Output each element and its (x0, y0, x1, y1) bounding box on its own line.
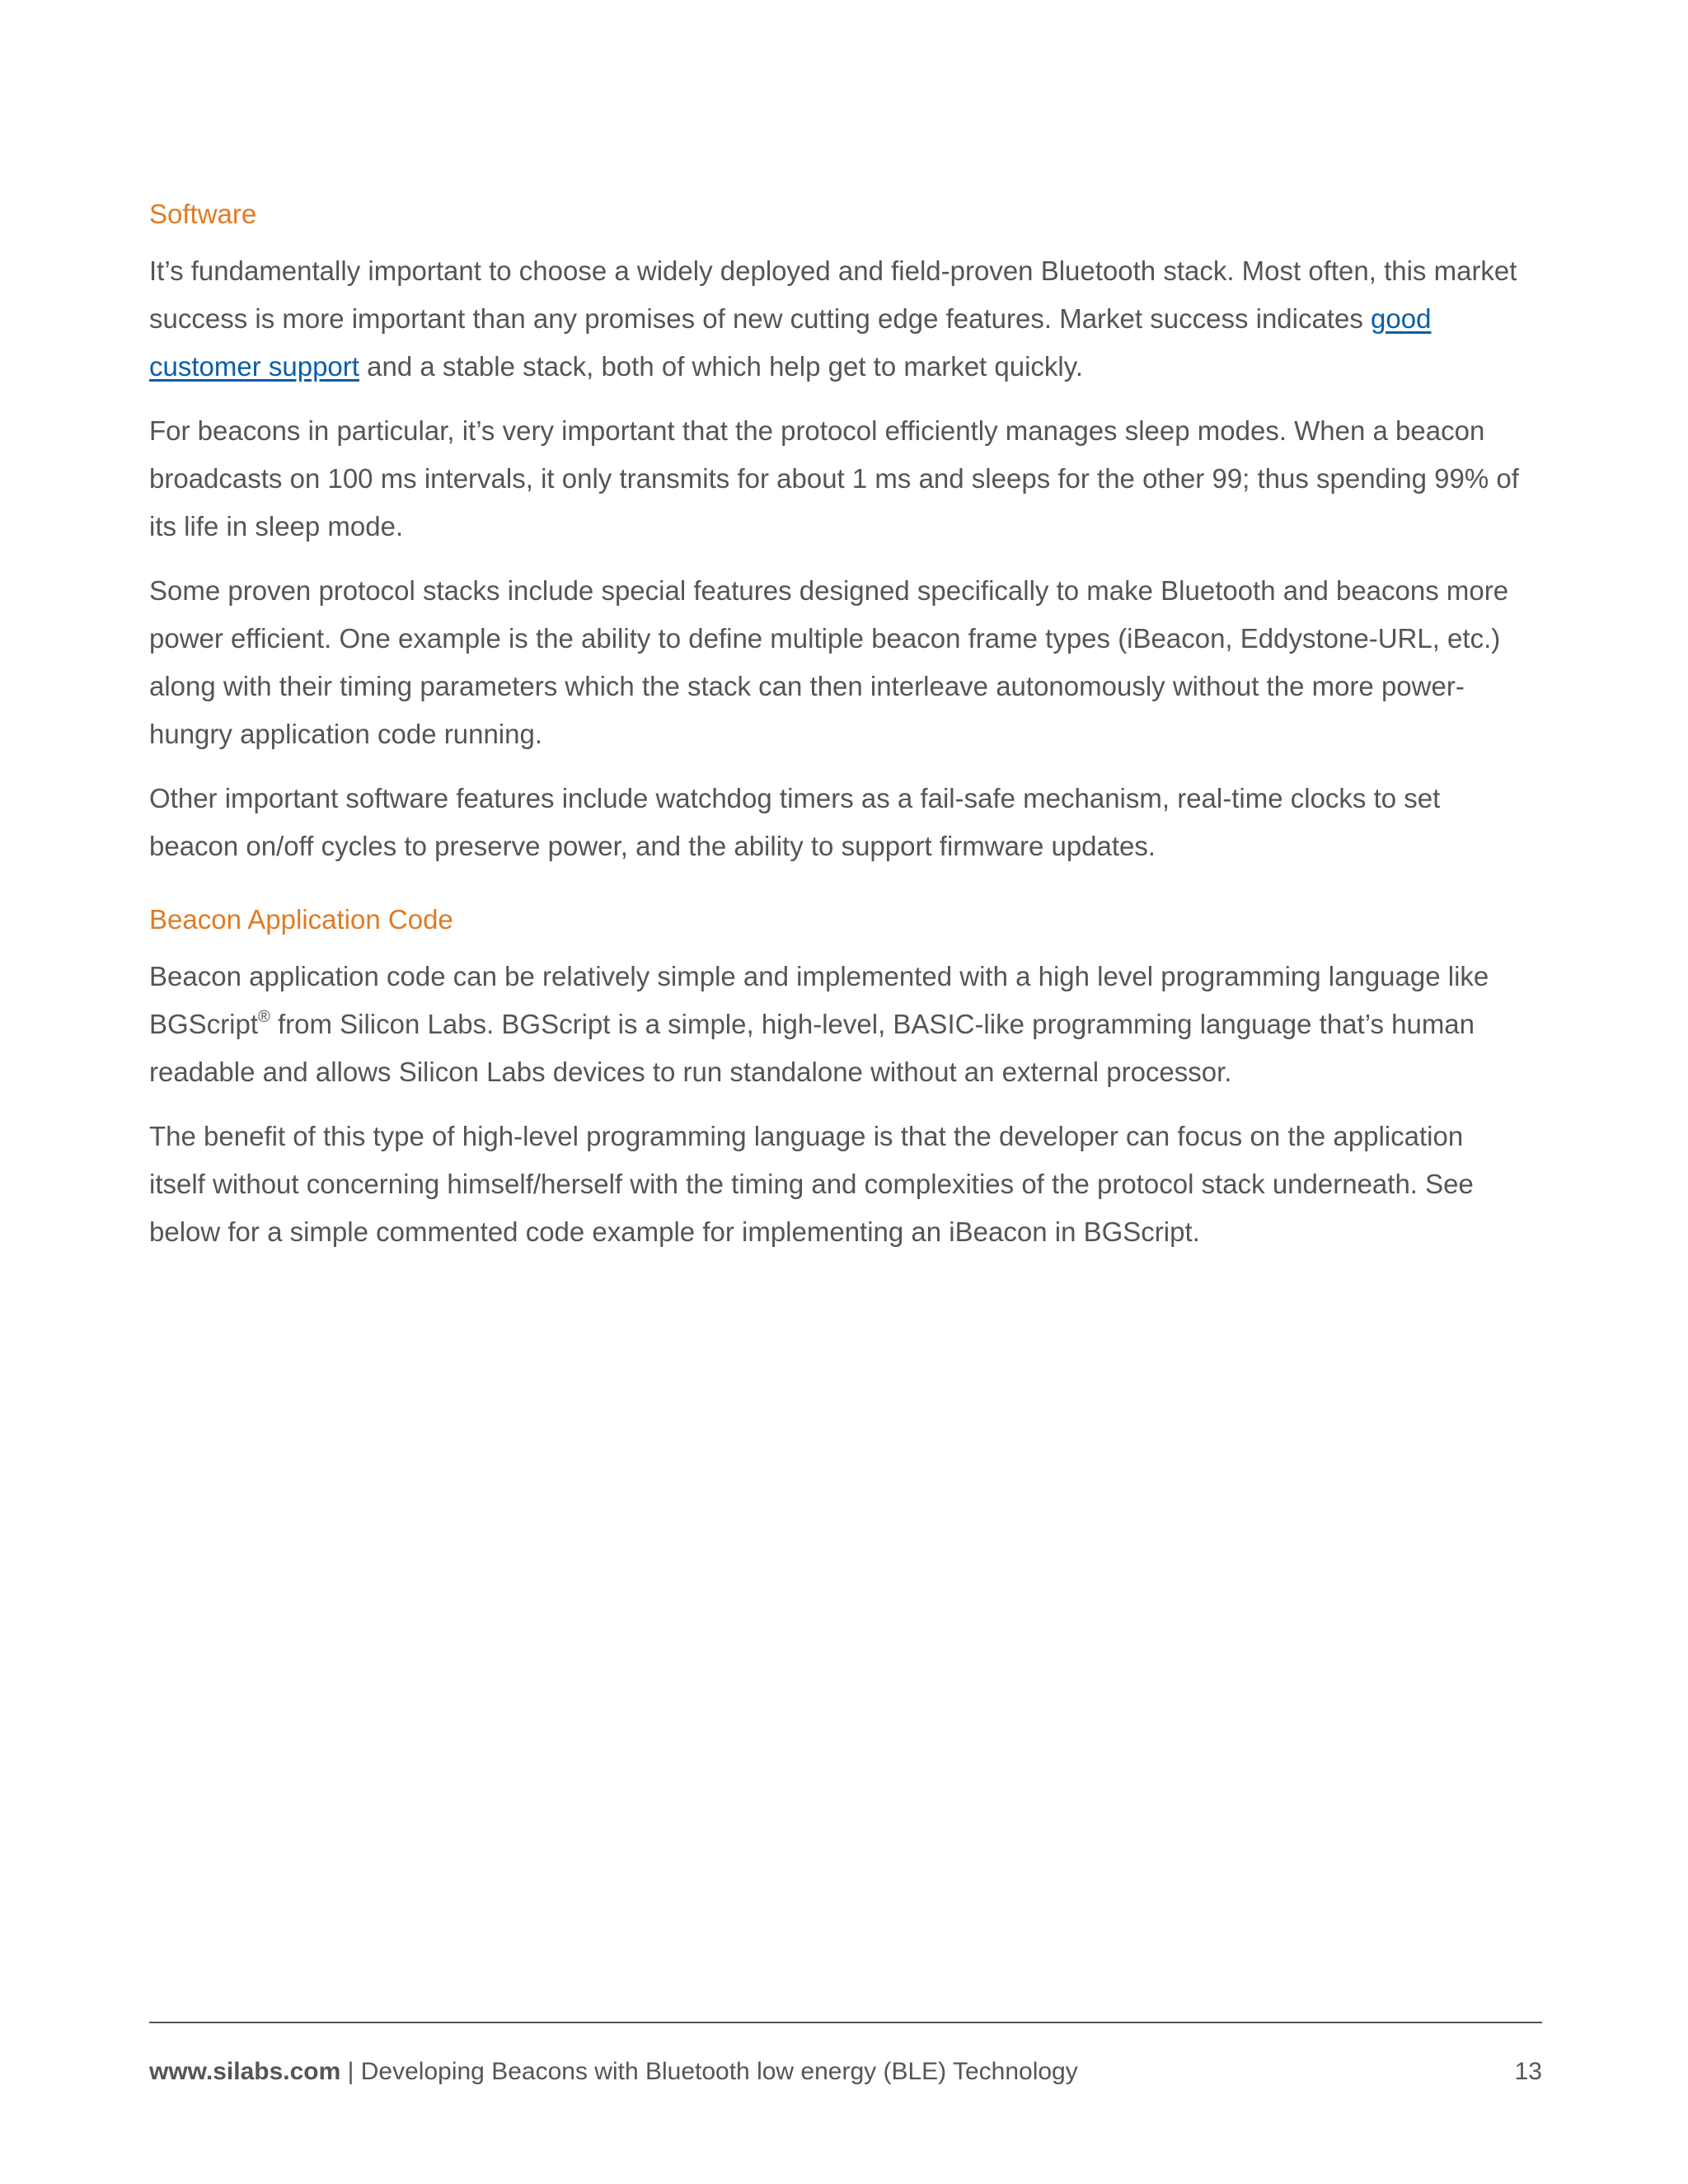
customer-support-link[interactable]: good (1371, 303, 1432, 334)
text-span: and a stable stack, both of which help get to market quickly. (359, 351, 1083, 382)
text-line: Other important software features include watchdog timers as a fail-safe mechanism, real-time clocks to set (149, 783, 1441, 813)
text-line: hungry application code running. (149, 719, 543, 749)
text-line: The benefit of this type of high-level programming language is that the developer can focus on the application (149, 1121, 1464, 1151)
section-beacon-application-code (149, 953, 1550, 1272)
section-heading-software: Software (149, 199, 257, 229)
text-line: broadcasts on 100 ms intervals, it only transmits for about 1 ms and sleeps for the other 99; thus spending 99% of (149, 463, 1519, 494)
paragraph-bgscript-intro (149, 953, 1550, 1096)
text-line (149, 295, 1550, 343)
section-software (149, 247, 1550, 887)
page-footer (149, 2055, 1542, 2088)
paragraph-protocol-features (149, 567, 1550, 758)
paragraph-high-level-benefit (149, 1113, 1550, 1256)
paragraph-stack-choice (149, 247, 1550, 391)
paragraph-other-features (149, 775, 1550, 870)
text-line: For beacons in particular, it’s very important that the protocol efficiently manages sleep modes. When a beacon (149, 415, 1485, 446)
section-heading-beacon-application-code: Beacon Application Code (149, 904, 453, 935)
text-span: from Silicon Labs. BGScript is a simple, high-level, BASIC-like programming language that’s human (270, 1009, 1475, 1039)
text-line: Some proven protocol stacks include special features designed specifically to make Bluetooth and beacons more (149, 575, 1509, 606)
text-line (149, 343, 1550, 391)
text-line: power efficient. One example is the ability to define multiple beacon frame types (iBeacon, Eddystone-URL, etc.) (149, 623, 1501, 654)
text-line: its life in sleep mode. (149, 511, 404, 541)
text-line: beacon on/off cycles to preserve power, and the ability to support firmware updates. (149, 831, 1156, 861)
text-line: readable and allows Silicon Labs devices to run standalone without an external processor. (149, 1057, 1232, 1087)
text-span: BGScript (149, 1009, 259, 1039)
registered-mark: ® (258, 1008, 270, 1026)
document-page (149, 0, 1542, 2184)
footer-divider (149, 2022, 1542, 2023)
page-number: 13 (1514, 2058, 1542, 2085)
text-line: It’s fundamentally important to choose a widely deployed and field-proven Bluetooth stack. Most often, this market (149, 255, 1517, 286)
footer-document-title: Developing Beacons with Bluetooth low energy (BLE) Technology (360, 2058, 1078, 2085)
footer-separator: | (340, 2058, 361, 2085)
text-span: success is more important than any promises of new cutting edge features. Market success indicates (149, 303, 1372, 334)
text-line: below for a simple commented code example for implementing an iBeacon in BGScript. (149, 1216, 1200, 1247)
customer-support-link-continued[interactable]: customer support (149, 351, 359, 382)
footer-site-url: www.silabs.com (149, 2058, 341, 2085)
paragraph-sleep-modes (149, 407, 1550, 551)
text-line (149, 1001, 1550, 1048)
text-line: Beacon application code can be relatively simple and implemented with a high level programming language like (149, 961, 1489, 991)
text-line: itself without concerning himself/herself with the timing and complexities of the protocol stack underneath. See (149, 1169, 1474, 1199)
text-line: along with their timing parameters which the stack can then interleave autonomously without the more power- (149, 671, 1465, 701)
